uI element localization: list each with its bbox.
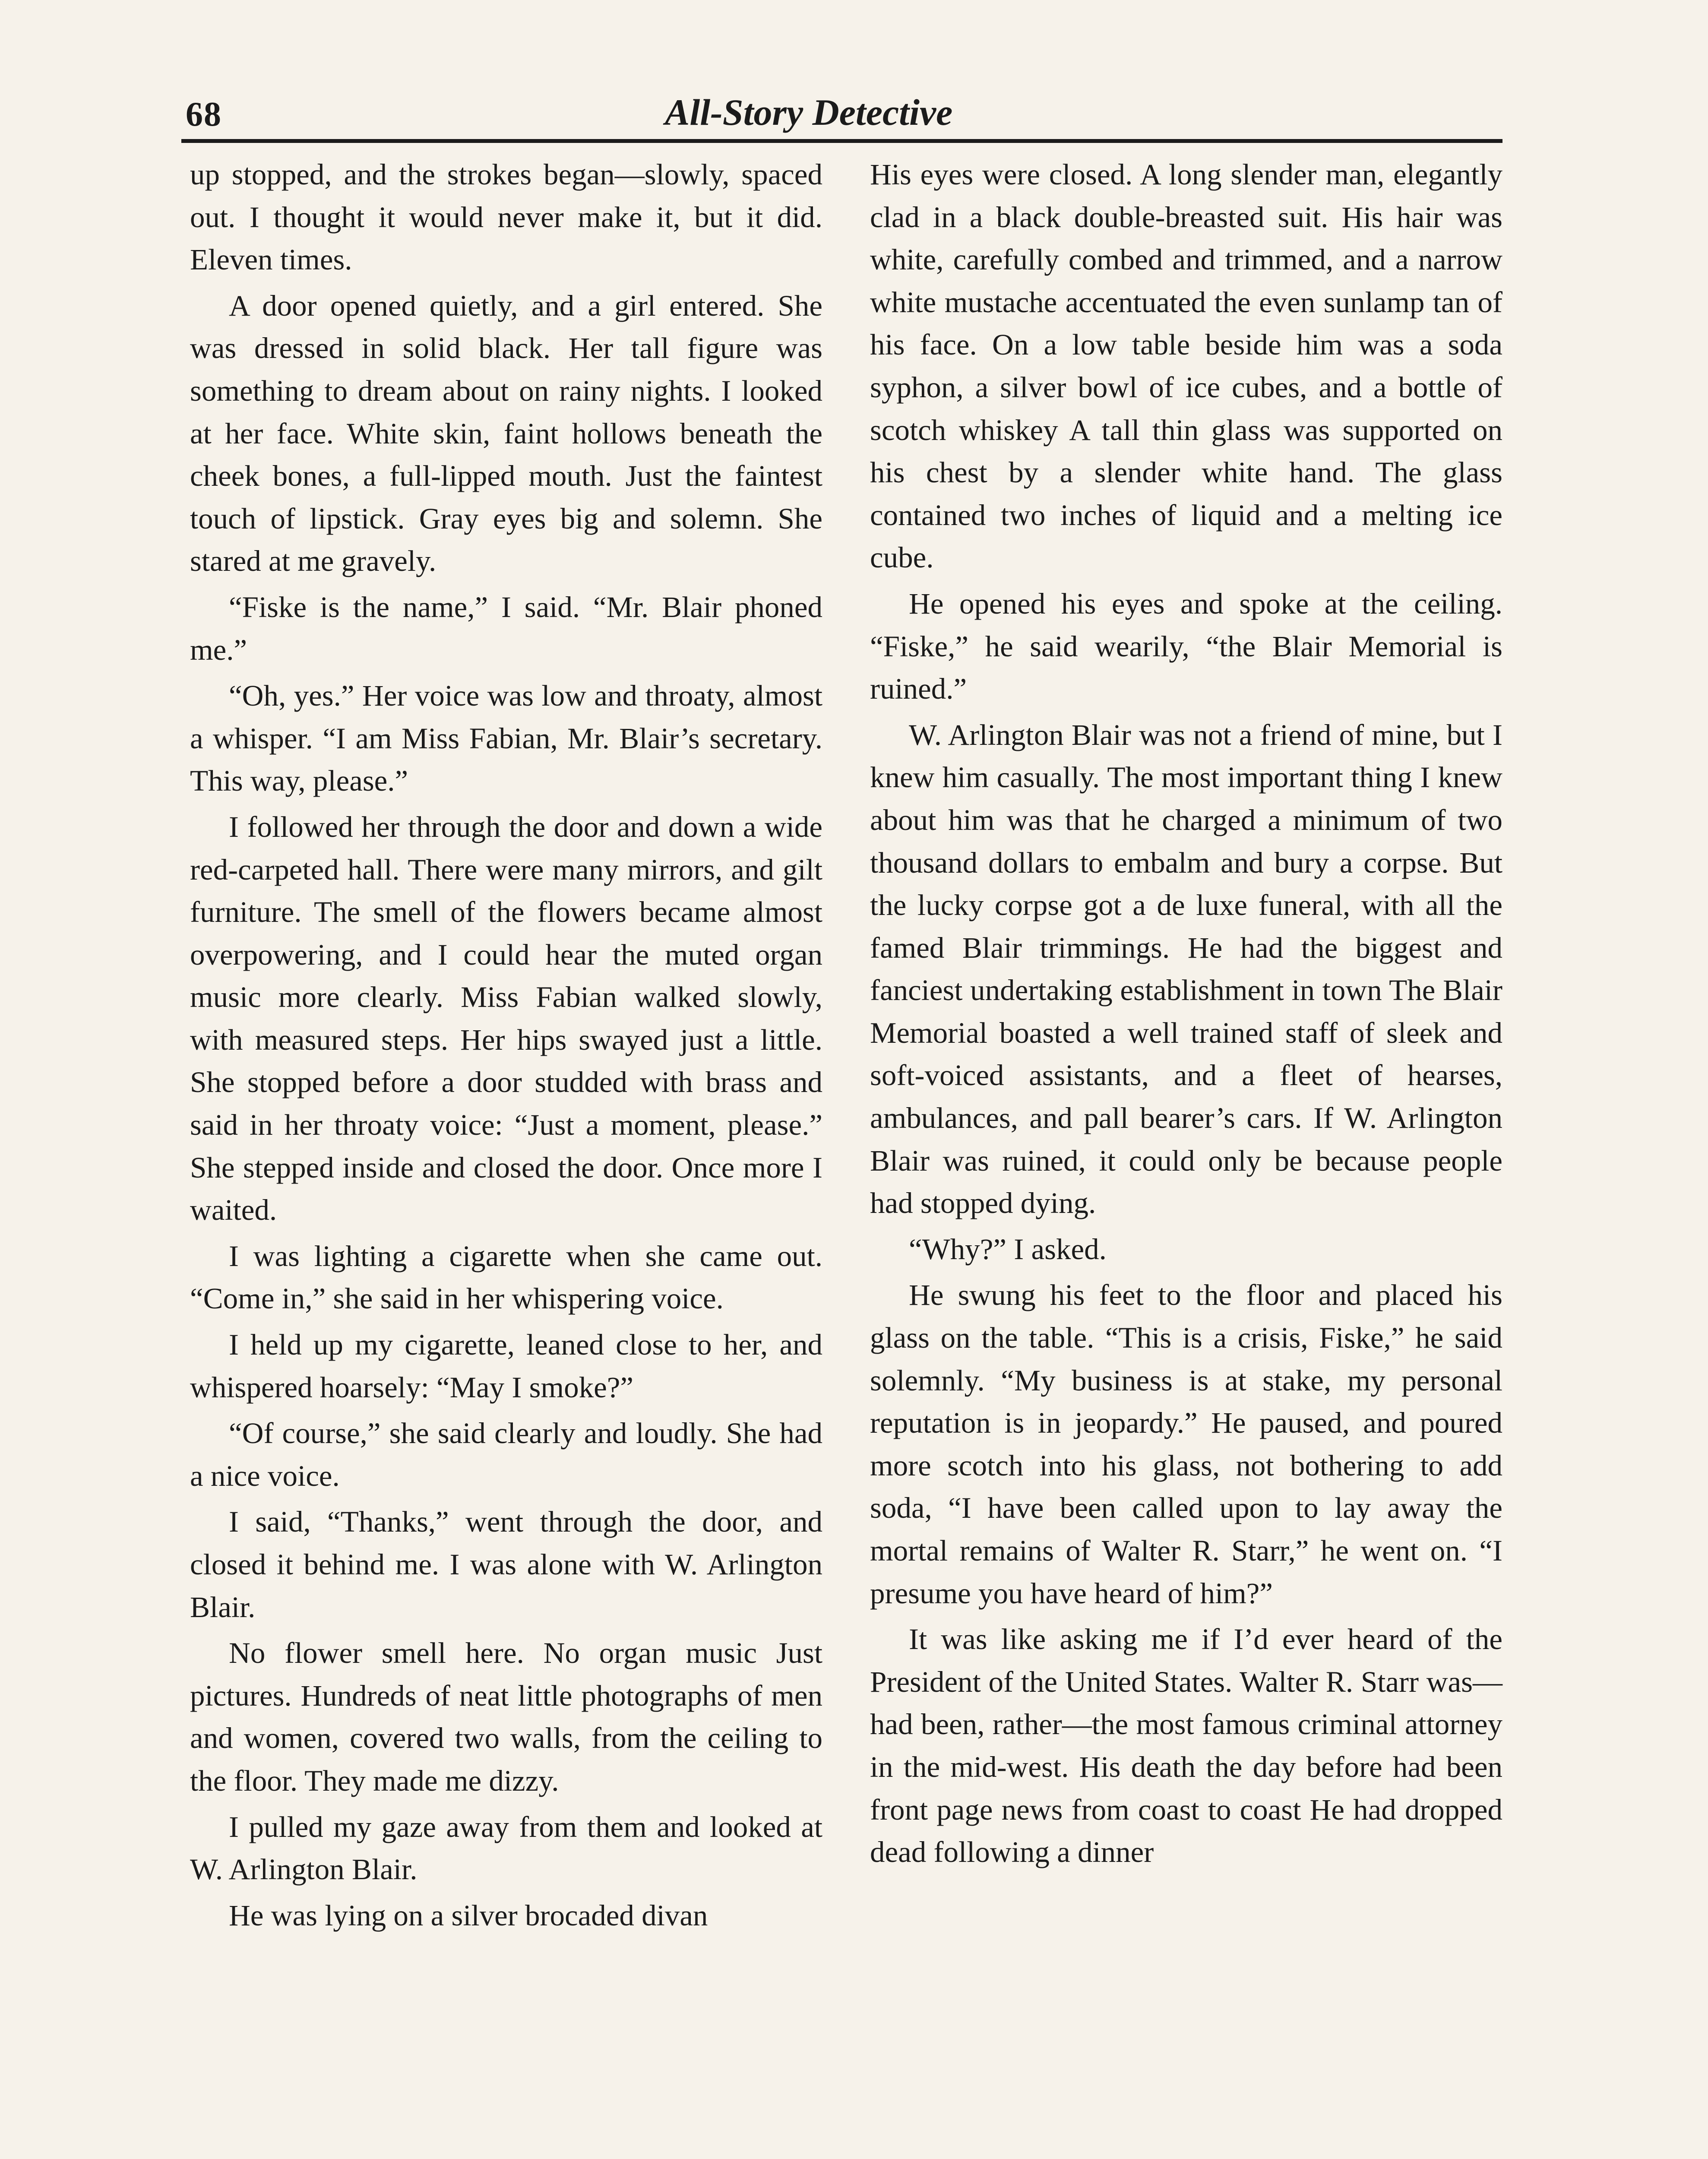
page-number: 68 [186, 95, 222, 133]
paragraph: I was lighting a cigarette when she came out. “Come in,” she said in her whispering voice. [190, 1239, 822, 1315]
paragraph: I held up my cigarette, leaned close to her, and whispered hoarsely: “May I smoke?” [190, 1328, 822, 1404]
magazine-title: All-Story Detective [665, 92, 953, 133]
left-column [190, 153, 822, 1940]
paragraph: “Of course,” she said clearly and loudly. She had a nice voice. [190, 1417, 822, 1492]
paragraph: I said, “Thanks,” went through the door, and closed it behind me. I was alone with W. Arlington Blair. [190, 1505, 822, 1624]
header-rule [181, 139, 1502, 143]
paragraph: I followed her through the door and down a wide red-carpeted hall. There were many mirrors, and gilt furniture. The smell of the flowers became almost overpowering, and I could hear the muted organ music more clearly. Miss Fabian walked slowly, with measured steps. Her hips swayed just a little. She stopped before a door studded with brass and said in her throaty voice: “Just a moment, please.” She stepped inside and closed the door. Once more I waited. [190, 810, 822, 1227]
paragraph: It was like asking me if I’d ever heard of the President of the United States. Walter R. Starr was—had been, rather—the most famous criminal attorney in the mid-west. His death the day before had been front page news from coast to coast He had dropped dead following a dinner [870, 1623, 1502, 1869]
paragraph: “Fiske is the name,” I said. “Mr. Blair phoned me.” [190, 590, 822, 666]
paragraph: “Why?” I asked. [909, 1232, 1107, 1266]
paragraph: W. Arlington Blair was not a friend of mine, but I knew him casually. The most important thing I knew about him was that he charged a minimum of two thousand dollars to embalm and bury a corpse. But the lucky corpse got a de luxe funeral, with all the famed Blair trimmings. He had the biggest and fanciest undertaking establishment in town The Blair Memorial boasted a well trained staff of sleek and soft-voiced assistants, and a fleet of hearses, ambulances, and pall bearer’s cars. If W. Arlington Blair was ruined, it could only be because people had stopped dying. [870, 718, 1502, 1220]
paragraph: He opened his eyes and spoke at the ceiling. “Fiske,” he said wearily, “the Blair Memorial is ruined.” [870, 587, 1502, 706]
paragraph: His eyes were closed. A long slender man, elegantly clad in a black double-breasted suit. His hair was white, carefully combed and trimmed, and a narrow white mustache accentuated the even sunlamp tan of his face. On a low table beside him was a soda syphon, a silver bowl of ice cubes, and a bottle of scotch whiskey A tall thin glass was supported on his chest by a slender white hand. The glass contained two inches of liquid and a melting ice cube. [870, 158, 1502, 574]
paragraph: A door opened quietly, and a girl entered. She was dressed in solid black. Her tall figure was something to dream about on rainy nights. I looked at her face. White skin, faint hollows beneath the cheek bones, a full-lipped mouth. Just the faintest touch of lipstick. Gray eyes big and solemn. She stared at me gravely. [190, 289, 822, 578]
paragraph: I pulled my gaze away from them and looked at W. Arlington Blair. [190, 1810, 822, 1886]
paragraph: He was lying on a silver brocaded divan [229, 1899, 708, 1932]
paragraph: up stopped, and the strokes began—slowly, spaced out. I thought it would never make it, but it did. Eleven times. [190, 158, 822, 276]
paragraph: He swung his feet to the floor and placed his glass on the table. “This is a crisis, Fiske,” he said solemnly. “My business is at stake, my personal reputation is in jeopardy.” He paused, and poured more scotch into his glass, not bothering to add soda, “I have been called upon to lay away the mortal remains of Walter R. Starr,” he went on. “I presume you have heard of him?” [870, 1279, 1502, 1610]
right-column [870, 153, 1502, 1877]
paragraph: “Oh, yes.” Her voice was low and throaty, almost a whisper. “I am Miss Fabian, Mr. Blair’s secretary. This way, please.” [190, 679, 822, 798]
paragraph: No flower smell here. No organ music Just pictures. Hundreds of neat little photographs of men and women, covered two walls, from the ceiling to the floor. They made me dizzy. [190, 1637, 822, 1797]
